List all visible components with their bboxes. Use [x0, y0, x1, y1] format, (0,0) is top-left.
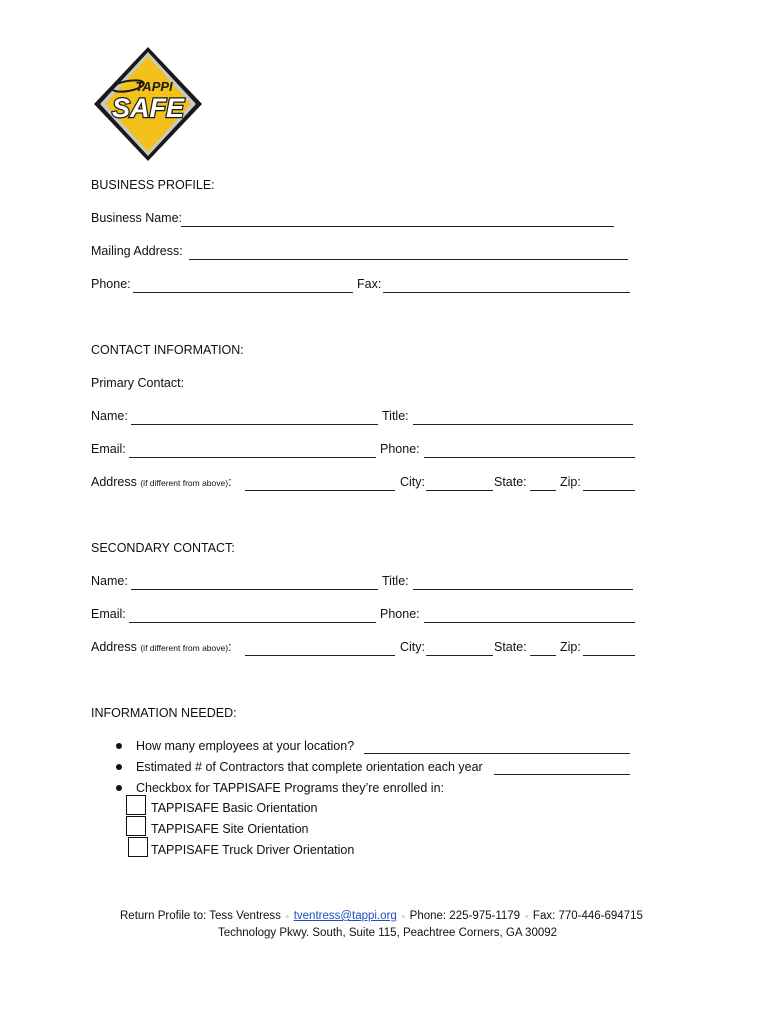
footer-email-link[interactable]: tventress@tappi.org [293, 910, 397, 922]
mailing-address-field[interactable] [189, 259, 628, 260]
basic-orientation-label: TAPPISAFE Basic Orientation [151, 801, 318, 815]
primary-address-colon: : [228, 475, 232, 489]
separator-icon: ◦ [285, 912, 289, 921]
footer-return-label: Return Profile to: Tess Ventress [120, 910, 281, 922]
programs-question: Checkbox for TAPPISAFE Programs they’re enrolled in: [136, 781, 445, 795]
contractors-field[interactable] [494, 774, 630, 775]
separator-icon: ◦ [525, 912, 528, 921]
secondary-title-label: Title: [382, 574, 409, 588]
employees-question: How many employees at your location? [136, 739, 355, 753]
separator-icon: ◦ [401, 912, 405, 921]
primary-state-field[interactable] [530, 490, 556, 491]
primary-address-text: Address [91, 475, 137, 489]
primary-name-field[interactable] [131, 424, 378, 425]
secondary-address-label [91, 640, 232, 656]
primary-address-label [91, 475, 232, 491]
contact-information-heading: CONTACT INFORMATION: [91, 343, 244, 357]
secondary-email-field[interactable] [129, 622, 376, 623]
secondary-address-note: (if different from above) [140, 643, 229, 653]
secondary-email-label: Email: [91, 607, 126, 621]
secondary-address-colon: : [228, 640, 232, 654]
site-orientation-label: TAPPISAFE Site Orientation [151, 822, 309, 836]
tappisafe-logo [92, 45, 204, 163]
secondary-city-label: City: [400, 640, 425, 654]
primary-phone-field[interactable] [424, 457, 635, 458]
information-needed-heading: INFORMATION NEEDED: [91, 706, 237, 720]
secondary-zip-label: Zip: [560, 640, 581, 654]
primary-city-label: City: [400, 475, 425, 489]
primary-address-field[interactable] [245, 490, 395, 491]
primary-title-field[interactable] [413, 424, 633, 425]
primary-contact-label: Primary Contact: [91, 376, 185, 390]
secondary-name-label: Name: [91, 574, 128, 588]
primary-email-label: Email: [91, 442, 126, 456]
business-fax-field[interactable] [383, 292, 630, 293]
primary-state-label: State: [494, 475, 527, 489]
business-phone-label: Phone: [91, 277, 131, 291]
primary-city-field[interactable] [426, 490, 493, 491]
secondary-phone-label: Phone: [380, 607, 420, 621]
secondary-city-field[interactable] [426, 655, 493, 656]
employees-field[interactable] [364, 753, 630, 754]
tappisafe-logo-graphic [92, 45, 204, 163]
mailing-address-label: Mailing Address: [91, 244, 183, 258]
footer-fax: Fax: 770-446-694715 [532, 910, 643, 922]
business-fax-label: Fax: [357, 277, 382, 291]
business-phone-field[interactable] [133, 292, 353, 293]
site-orientation-checkbox[interactable] [126, 816, 146, 836]
secondary-zip-field[interactable] [583, 655, 635, 656]
business-name-field[interactable] [181, 226, 614, 227]
secondary-address-text: Address [91, 640, 137, 654]
primary-email-field[interactable] [129, 457, 376, 458]
primary-address-note: (if different from above) [140, 478, 229, 488]
truck-driver-orientation-checkbox[interactable] [128, 837, 148, 857]
business-name-label: Business Name: [91, 211, 183, 225]
footer-contact-line [120, 909, 643, 924]
bullet-icon [116, 743, 122, 749]
secondary-contact-heading: SECONDARY CONTACT: [91, 541, 235, 555]
secondary-name-field[interactable] [131, 589, 378, 590]
secondary-state-label: State: [494, 640, 527, 654]
svg-text:TAPPI: TAPPI [135, 79, 173, 94]
secondary-state-field[interactable] [530, 655, 556, 656]
contractors-question: Estimated # of Contractors that complete orientation each year [136, 760, 483, 774]
primary-phone-label: Phone: [380, 442, 420, 456]
secondary-address-field[interactable] [245, 655, 395, 656]
svg-text:SAFE: SAFE [111, 93, 185, 123]
basic-orientation-checkbox[interactable] [126, 795, 146, 815]
truck-driver-orientation-label: TAPPISAFE Truck Driver Orientation [151, 843, 355, 857]
primary-zip-field[interactable] [583, 490, 635, 491]
secondary-phone-field[interactable] [424, 622, 635, 623]
business-profile-heading: BUSINESS PROFILE: [91, 178, 215, 192]
footer-phone: Phone: 225-975-1179 [409, 910, 521, 922]
bullet-icon [116, 764, 122, 770]
primary-name-label: Name: [91, 409, 128, 423]
secondary-title-field[interactable] [413, 589, 633, 590]
bullet-icon [116, 785, 122, 791]
primary-title-label: Title: [382, 409, 409, 423]
primary-zip-label: Zip: [560, 475, 581, 489]
footer-address: Technology Pkwy. South, Suite 115, Peachtree Corners, GA 30092 [218, 927, 558, 939]
